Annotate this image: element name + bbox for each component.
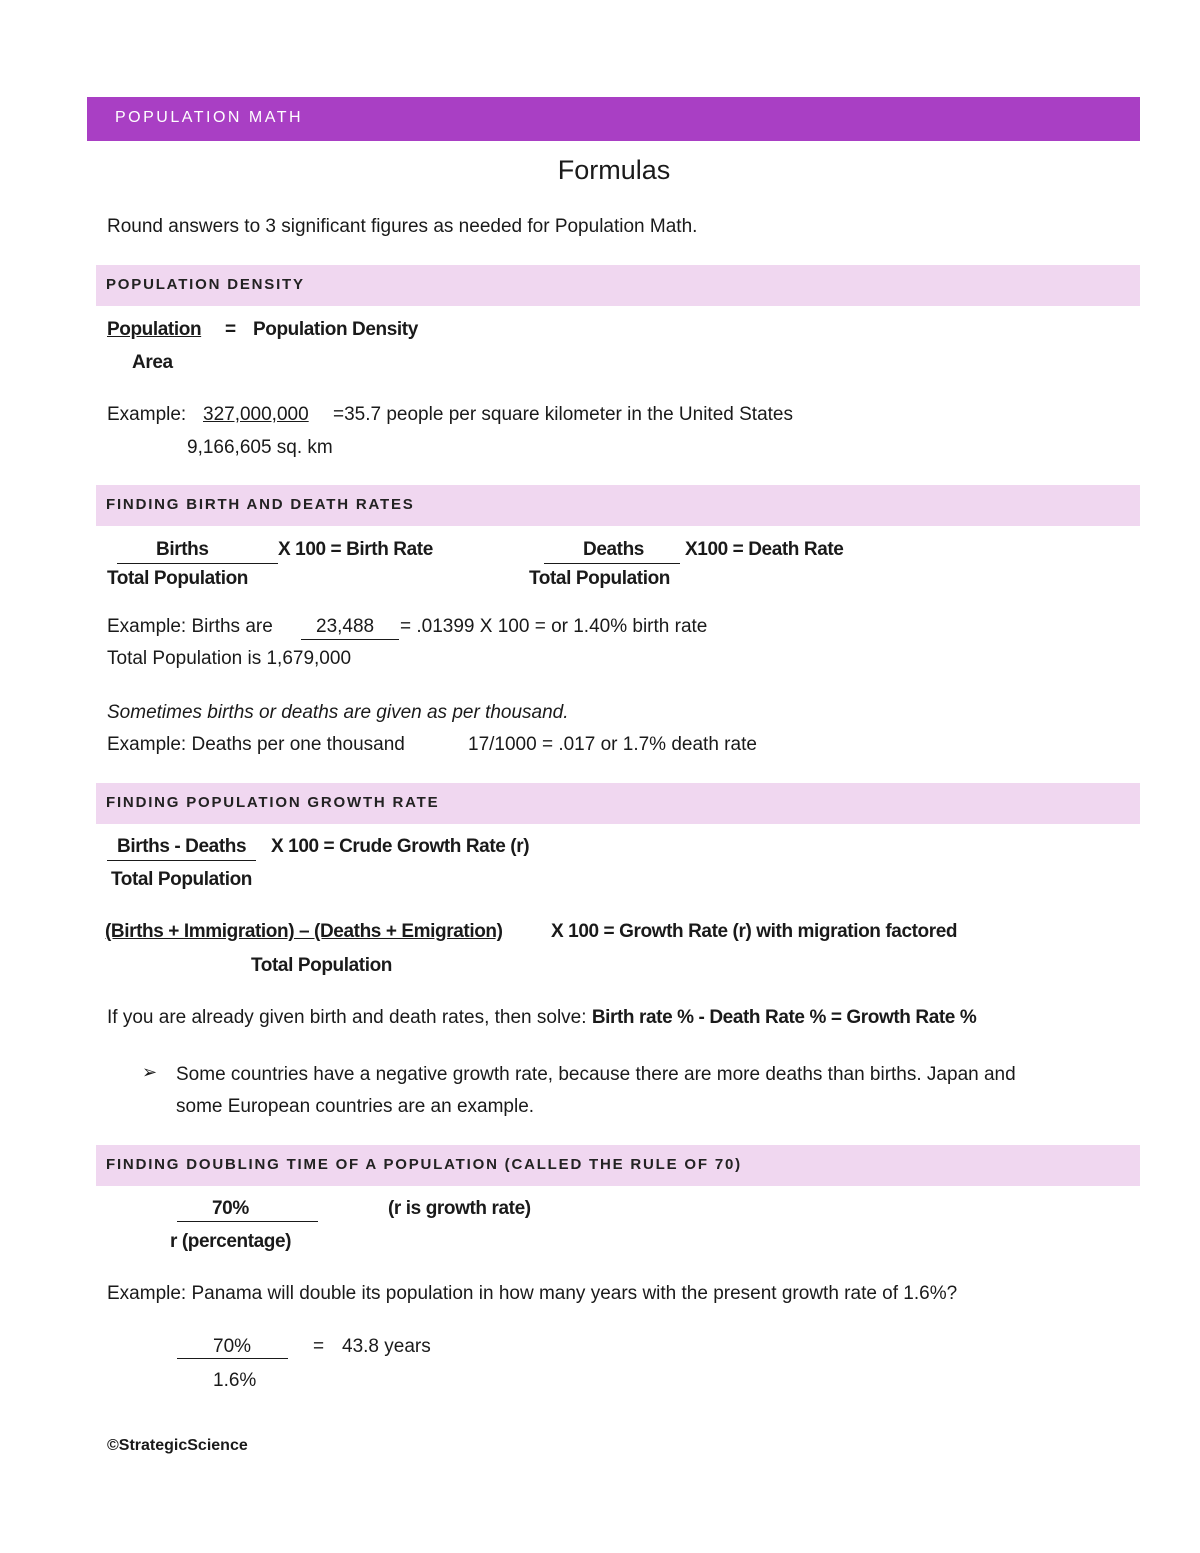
birth-fraction-bar: [117, 563, 278, 564]
header-banner: [87, 97, 1140, 141]
birth-denominator: Total Population: [107, 568, 249, 589]
rates-example3-calc: 17/1000 = .017 or 1.7% death rate: [468, 734, 757, 755]
density-numerator: Population: [107, 319, 202, 340]
doubling-denominator: r (percentage): [170, 1231, 292, 1252]
density-example-label: Example:: [107, 404, 187, 425]
crude-numerator: Births - Deaths: [117, 836, 247, 857]
rates-example-label: Example: Births are: [107, 616, 273, 637]
doubling-fraction-bar: [177, 1221, 318, 1222]
migration-numerator: (Births + Immigration) – (Deaths + Emigration): [105, 921, 503, 942]
doubling-calc-bar: [177, 1358, 288, 1359]
section-doubling-time: [96, 1145, 1140, 1186]
death-numerator: Deaths: [583, 539, 644, 560]
death-result: X100 = Death Rate: [685, 539, 844, 560]
rates-example-line2: Total Population is 1,679,000: [107, 648, 352, 669]
birth-result: X 100 = Birth Rate: [278, 539, 433, 560]
section-birth-death-rates: [96, 485, 1140, 526]
doubling-numerator: 70%: [212, 1198, 249, 1219]
section-population-density: [96, 265, 1140, 306]
doubling-note: (r is growth rate): [388, 1198, 531, 1219]
banner-title: POPULATION MATH: [115, 109, 304, 126]
doubling-example: Example: Panama will double its population in how many years with the present growth rate of 1.6%?: [107, 1283, 958, 1304]
migration-result: X 100 = Growth Rate (r) with migration factored: [551, 921, 958, 942]
death-fraction-bar: [544, 563, 680, 564]
density-result: Population Density: [253, 319, 418, 340]
rates-note: Sometimes births or deaths are given as per thousand.: [107, 702, 569, 723]
density-equals: =: [225, 319, 236, 340]
page-title: Formulas: [557, 155, 671, 185]
rates-example-result: = .01399 X 100 = or 1.40% birth rate: [400, 616, 708, 637]
bullet-line-2: some European countries are an example.: [176, 1096, 535, 1117]
section-heading: FINDING DOUBLING TIME OF A POPULATION (CALLED THE RULE OF 70): [106, 1156, 742, 1173]
section-growth-rate: [96, 783, 1140, 824]
doubling-calc-denominator: 1.6%: [213, 1370, 257, 1391]
migration-denominator: Total Population: [251, 955, 393, 976]
doubling-calc-equals: =: [313, 1336, 325, 1357]
death-denominator: Total Population: [529, 568, 671, 589]
crude-denominator: Total Population: [111, 869, 253, 890]
given-rates-text: [107, 1007, 976, 1029]
rates-example3-label: Example: Deaths per one thousand: [107, 734, 405, 755]
section-heading: FINDING POPULATION GROWTH RATE: [106, 794, 440, 811]
density-example-result: =35.7 people per square kilometer in the United States: [333, 404, 793, 425]
intro-text: Round answers to 3 significant figures as needed for Population Math.: [107, 216, 698, 237]
density-example-denominator: 9,166,605 sq. km: [187, 437, 333, 458]
density-example-numerator: 327,000,000: [203, 404, 309, 425]
section-heading: POPULATION DENSITY: [106, 276, 305, 293]
copyright-footer: ©StrategicScience: [107, 1437, 248, 1454]
crude-result: X 100 = Crude Growth Rate (r): [271, 836, 530, 857]
given-rates-formula: Birth rate % - Death Rate % = Growth Rate %: [591, 1007, 977, 1028]
arrow-bullet-icon: ➢: [142, 1062, 158, 1083]
doubling-calc-result: 43.8 years: [342, 1336, 431, 1357]
doubling-calc-numerator: 70%: [213, 1336, 252, 1357]
density-denominator: Area: [132, 352, 173, 373]
birth-numerator: Births: [156, 539, 209, 560]
bullet-line-1: Some countries have a negative growth rate, because there are more deaths than births. Japan and: [176, 1064, 1016, 1085]
section-heading: FINDING BIRTH AND DEATH RATES: [106, 496, 415, 513]
rates-example-numerator: 23,488: [316, 616, 375, 637]
crude-fraction-bar: [107, 860, 256, 861]
rates-example-bar: [301, 639, 399, 640]
given-rates-label: If you are already given birth and death rates, then solve:: [107, 1007, 587, 1028]
